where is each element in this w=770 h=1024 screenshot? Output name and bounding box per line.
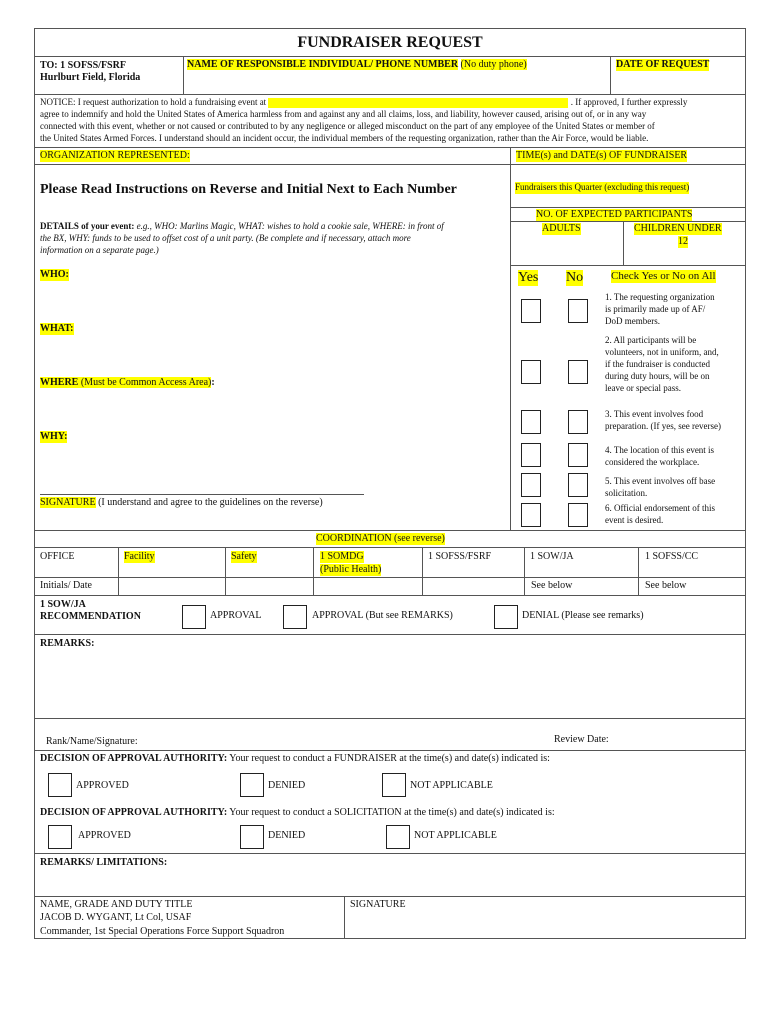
item2-no-checkbox[interactable]: [568, 360, 588, 384]
notice-line1: NOTICE: I request authorization to hold a fundraising event at . If approved, I further expressly: [40, 97, 688, 107]
item3-no-checkbox[interactable]: [568, 410, 588, 434]
yes-header: Yes: [518, 270, 539, 285]
details-text1: DETAILS of your event: e.g., WHO: Marlins Magic, WHAT: wishes to hold a cookie sale, WHERE: in front of: [40, 221, 444, 231]
approval-checkbox[interactable]: [182, 605, 206, 629]
facility-label: Facility: [124, 551, 155, 562]
footer-name-title: NAME, GRADE AND DUTY TITLE: [40, 899, 193, 910]
rank-name-signature[interactable]: Rank/Name/Signature:: [46, 736, 138, 747]
details-text2: the BX, WHY: funds to be used to offset cost of a unit party. (Be complete and if necessary, attach more: [40, 233, 411, 243]
review-date[interactable]: Review Date:: [554, 734, 609, 745]
where-label[interactable]: WHERE (Must be Common Access Area):: [40, 377, 215, 388]
participants-header: NO. OF EXPECTED PARTICIPANTS: [536, 209, 693, 220]
children-label-2: 12: [678, 236, 688, 247]
responsible-individual-field[interactable]: NAME OF RESPONSIBLE INDIVIDUAL/ PHONE NUMBER (No duty phone): [187, 59, 527, 70]
solicitation-denied-checkbox[interactable]: [240, 825, 264, 849]
item5-line1: 5. This event involves off base: [605, 476, 716, 486]
item6-line1: 6. Official endorsement of this: [605, 503, 716, 513]
no-header: No: [566, 270, 584, 285]
item1-line3: DoD members.: [605, 316, 660, 326]
notice-line3: connected with this event, whether or not caused or contributed to by any negligence or alleged misconduct on the part of any employee of the United States or member of: [40, 121, 655, 131]
details-text3: information on a separate page.): [40, 245, 159, 255]
solicitation-na-checkbox[interactable]: [386, 825, 410, 849]
what-label[interactable]: WHAT:: [40, 323, 74, 334]
adults-label[interactable]: ADULTS: [542, 223, 581, 234]
item4-no-checkbox[interactable]: [568, 443, 588, 467]
fundraiser-approved-checkbox[interactable]: [48, 773, 72, 797]
to-line2: Hurlburt Field, Florida: [40, 72, 141, 83]
item2-line4: during duty hours, will be on: [605, 371, 710, 381]
fundraiser-approved-label: APPROVED: [76, 780, 129, 791]
initials-label: Initials/ Date: [40, 580, 92, 591]
form-title: FUNDRAISER REQUEST: [297, 34, 483, 51]
fundraiser-na-checkbox[interactable]: [382, 773, 406, 797]
item2-line2: volunteers, not in uniform, and,: [605, 347, 719, 357]
fundraisers-quarter-field[interactable]: Fundraisers this Quarter (excluding this request): [515, 182, 690, 192]
see-below-ja: See below: [531, 580, 573, 591]
item1-line2: is primarily made up of AF/: [605, 304, 706, 314]
item2-line5: leave or special pass.: [605, 383, 681, 393]
solicitation-na-label: NOT APPLICABLE: [414, 830, 497, 841]
sow-ja-label: 1 SOW/JA: [530, 551, 574, 562]
remarks-label: REMARKS:: [40, 638, 95, 649]
item2-line1: 2. All participants will be: [605, 335, 697, 345]
children-label-1[interactable]: CHILDREN UNDER: [634, 223, 722, 234]
solicitation-denied-label: DENIED: [268, 830, 306, 841]
see-below-cc: See below: [645, 580, 687, 591]
footer-position: Commander, 1st Special Operations Force Support Squadron: [40, 926, 285, 937]
check-header: Check Yes or No on All: [611, 270, 716, 282]
sofss-fsrf-label: 1 SOFSS/FSRF: [428, 551, 492, 562]
signature-line[interactable]: SIGNATURE (I understand and agree to the guidelines on the reverse): [40, 497, 323, 508]
item5-line2: solicitation.: [605, 488, 648, 498]
sofss-cc-label: 1 SOFSS/CC: [645, 551, 699, 562]
item1-yes-checkbox[interactable]: [521, 299, 541, 323]
why-label[interactable]: WHY:: [40, 431, 68, 442]
event-location-field[interactable]: [268, 98, 568, 108]
somdg-label-1: 1 SOMDG: [320, 551, 364, 562]
who-label[interactable]: WHO:: [40, 269, 69, 280]
fundraiser-na-label: NOT APPLICABLE: [410, 780, 493, 791]
footer-signature[interactable]: SIGNATURE: [350, 899, 406, 910]
item3-line1: 3. This event involves food: [605, 409, 704, 419]
item5-no-checkbox[interactable]: [568, 473, 588, 497]
item3-yes-checkbox[interactable]: [521, 410, 541, 434]
item1-no-checkbox[interactable]: [568, 299, 588, 323]
notice-line4: the United States Armed Forces. I understand should an incident occur, the individual members of the requesting organization, rather than the Air Force, would be liable.: [40, 133, 649, 143]
item6-yes-checkbox[interactable]: [521, 503, 541, 527]
footer-name: JACOB D. WYGANT, Lt Col, USAF: [40, 912, 192, 923]
item4-line1: 4. The location of this event is: [605, 445, 715, 455]
item4-line2: considered the workplace.: [605, 457, 700, 467]
item1-line1: 1. The requesting organization: [605, 292, 715, 302]
somdg-label-2: (Public Health): [320, 564, 382, 575]
denial-label: DENIAL (Please see remarks): [522, 610, 644, 621]
decision2-text: DECISION OF APPROVAL AUTHORITY: Your request to conduct a SOLICITATION at the time(s) and date(s) indicated is:: [40, 807, 555, 818]
decision1-text: DECISION OF APPROVAL AUTHORITY: Your request to conduct a FUNDRAISER at the time(s) and date(s) indicated is:: [40, 753, 550, 764]
recommendation-label-1: 1 SOW/JA: [40, 599, 86, 610]
remarks-area[interactable]: [34, 652, 746, 718]
safety-label: Safety: [231, 551, 257, 562]
approval-remarks-label: APPROVAL (But see REMARKS): [312, 610, 453, 621]
limitations-label: REMARKS/ LIMITATIONS:: [40, 857, 168, 868]
to-line1: TO: 1 SOFSS/FSRF: [40, 60, 126, 71]
item4-yes-checkbox[interactable]: [521, 443, 541, 467]
item2-yes-checkbox[interactable]: [521, 360, 541, 384]
fundraiser-denied-label: DENIED: [268, 780, 306, 791]
recommendation-label-2: RECOMMENDATION: [40, 611, 141, 622]
approval-label: APPROVAL: [210, 610, 262, 621]
item6-line2: event is desired.: [605, 515, 664, 525]
solicitation-approved-label: APPROVED: [78, 830, 131, 841]
fundraiser-denied-checkbox[interactable]: [240, 773, 264, 797]
item6-no-checkbox[interactable]: [568, 503, 588, 527]
coordination-header: COORDINATION (see reverse): [316, 533, 445, 544]
office-label: OFFICE: [40, 551, 75, 562]
solicitation-approved-checkbox[interactable]: [48, 825, 72, 849]
instructions-heading: Please Read Instructions on Reverse and Initial Next to Each Number: [40, 182, 457, 197]
item3-line2: preparation. (If yes, see reverse): [605, 421, 721, 431]
approval-remarks-checkbox[interactable]: [283, 605, 307, 629]
time-date-field[interactable]: TIME(s) and DATE(s) OF FUNDRAISER: [516, 150, 688, 161]
date-of-request-field[interactable]: DATE OF REQUEST: [616, 59, 710, 70]
item5-yes-checkbox[interactable]: [521, 473, 541, 497]
organization-field[interactable]: ORGANIZATION REPRESENTED:: [40, 150, 190, 161]
denial-checkbox[interactable]: [494, 605, 518, 629]
item2-line3: if the fundraiser is conducted: [605, 359, 710, 369]
notice-line2: agree to indemnify and hold the United States of America harmless from and against any and all claims, loss, and liability, however caused, arising out of, or in any way: [40, 109, 647, 119]
